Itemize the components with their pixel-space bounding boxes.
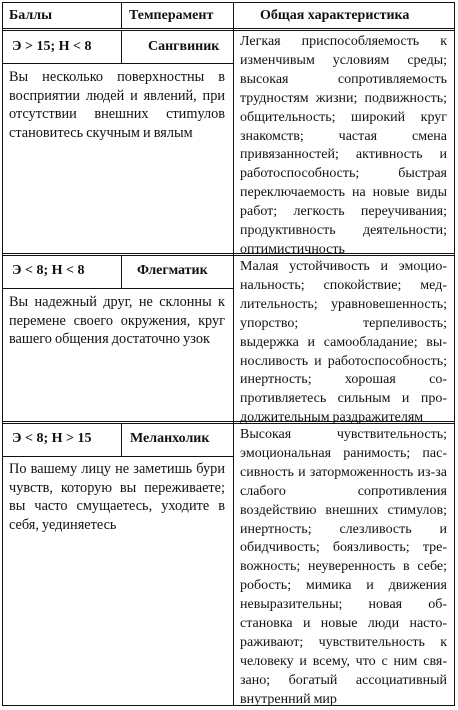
divider-col-1 [121,2,122,28]
row-characteristic: Высокая чувствительность; эмоциональная ранимость; пассивность и заторможенность из-за слабого сопротивления воздействию внешних стимулов; инертность; слезливость и обидчивость; боязливость; тревожность; неуверенность в себе; робость; мимика и движения невыразительны; новая обстановка и новые люди настораживают; чувствительность к человеку и всему, что с ним связано; богатый ассоциативный внутренний мир [240,427,447,707]
divider-row1-label [121,31,122,63]
divider-col-2 [233,2,234,706]
row-scores: Э < 8; Н < 8 [12,263,85,278]
divider-row2-label [121,255,122,288]
row-temperament: Флегматик [137,263,208,278]
row-scores: Э > 15; Н < 8 [12,39,92,54]
header-scores: Баллы [9,8,53,23]
header-rule-1 [2,28,455,29]
row-description: По вашему лицу не заметишь бури чувств, которую вы переживаете; вы часто смущаетесь, уходите в себя, уединяетесь [9,461,225,533]
row3-label-rule [2,456,233,457]
divider-row3-label [121,423,122,456]
row-characteristic: Легкая приспособляемость к изменчивым условиям среды; высокая сопротивляемость трудностям жизни; подвижность; общительность; широкий круг знакомств; частая смена привязанностей; активность и работоспособность; быстрая переключаемость на новые виды работ; легкость переучивания; продуктивность деятельности; оптимистичность [240,34,447,257]
row-characteristic: Малая устойчивость и эмоциональность; спокойствие; медлительность; уравновешенность; упорство; терпеливость; выдержка и самообладание; выносливость и работоспособность; инертность; хорошая сопротивляетесь сильным и продолжительным раздражителям [240,259,447,426]
row-scores: Э < 8; Н > 15 [12,431,92,446]
header-characteristic: Общая характеристика [260,8,410,23]
row1-label-rule [2,63,233,64]
header-rule-2 [2,30,455,31]
row2-label-rule [2,288,233,289]
row-description: Вы надежный друг, не склонны к перемене своего окружения, круг вашего общения достаточно узок [9,294,225,347]
header-temperament: Темперамент [129,8,214,23]
row-temperament: Сангвиник [148,39,220,54]
row-description: Вы несколько поверхностны в восприятии людей и явлений, при отсутствии внешних стиmулов становитесь скучным и вялым [9,69,225,141]
row-temperament: Меланхолик [130,431,210,446]
